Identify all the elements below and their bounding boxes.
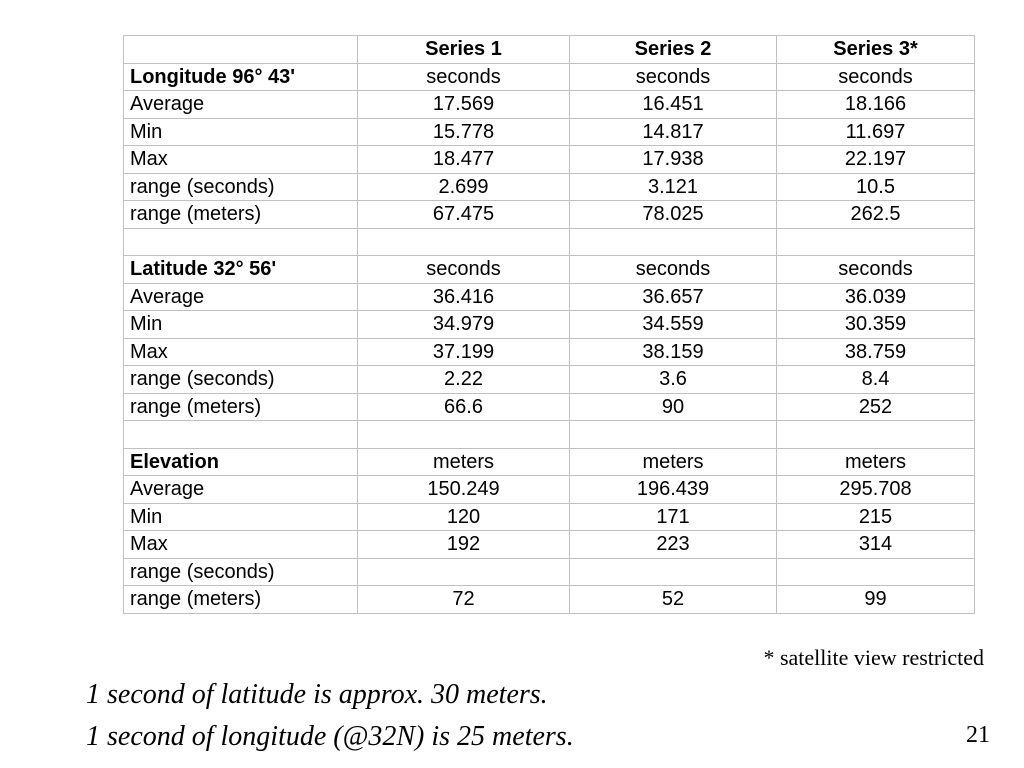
value-cell: 78.025 — [570, 201, 777, 229]
value-cell: 2.699 — [358, 173, 570, 201]
row-label-cell: Min — [124, 118, 358, 146]
coordinates-table — [123, 35, 975, 614]
row-label-cell: Average — [124, 91, 358, 119]
table-row — [124, 586, 975, 614]
table-row — [124, 173, 975, 201]
value-cell — [570, 421, 777, 449]
row-label-cell — [124, 228, 358, 256]
table-row — [124, 476, 975, 504]
value-cell: 16.451 — [570, 91, 777, 119]
value-cell: 120 — [358, 503, 570, 531]
row-label-cell: Longitude 96° 43' — [124, 63, 358, 91]
row-label-cell: range (meters) — [124, 201, 358, 229]
header-cell-series-1: Series 1 — [358, 36, 570, 64]
value-cell: 192 — [358, 531, 570, 559]
header-cell-series-3: Series 3* — [777, 36, 975, 64]
row-label-cell: Max — [124, 531, 358, 559]
table-row — [124, 118, 975, 146]
table-row — [124, 201, 975, 229]
table-row — [124, 503, 975, 531]
value-cell — [358, 558, 570, 586]
table-row — [124, 283, 975, 311]
value-cell: seconds — [570, 63, 777, 91]
row-label-cell: Max — [124, 338, 358, 366]
table-row — [124, 366, 975, 394]
value-cell: 90 — [570, 393, 777, 421]
row-label-cell: Average — [124, 283, 358, 311]
value-cell: 17.938 — [570, 146, 777, 174]
value-cell: 3.6 — [570, 366, 777, 394]
value-cell: 14.817 — [570, 118, 777, 146]
value-cell: 37.199 — [358, 338, 570, 366]
value-cell: seconds — [358, 63, 570, 91]
value-cell: 223 — [570, 531, 777, 559]
table-header-row — [124, 36, 975, 64]
value-cell: 3.121 — [570, 173, 777, 201]
value-cell: 2.22 — [358, 366, 570, 394]
value-cell: meters — [570, 448, 777, 476]
value-cell: 52 — [570, 586, 777, 614]
value-cell — [358, 421, 570, 449]
value-cell: 18.166 — [777, 91, 975, 119]
value-cell: 295.708 — [777, 476, 975, 504]
row-label-cell: range (meters) — [124, 586, 358, 614]
value-cell: 36.039 — [777, 283, 975, 311]
value-cell — [777, 228, 975, 256]
value-cell: seconds — [570, 256, 777, 284]
header-cell-series-2: Series 2 — [570, 36, 777, 64]
value-cell: 171 — [570, 503, 777, 531]
row-label-cell: range (seconds) — [124, 558, 358, 586]
value-cell — [570, 558, 777, 586]
value-cell: 262.5 — [777, 201, 975, 229]
notes — [86, 674, 574, 758]
row-label-cell — [124, 421, 358, 449]
note-latitude: 1 second of latitude is approx. 30 meters. — [86, 679, 548, 710]
table-section-row — [124, 63, 975, 91]
table-spacer-row — [124, 421, 975, 449]
row-label-cell: Min — [124, 503, 358, 531]
value-cell: 215 — [777, 503, 975, 531]
value-cell: seconds — [777, 256, 975, 284]
value-cell: 38.759 — [777, 338, 975, 366]
table-row — [124, 531, 975, 559]
value-cell: 10.5 — [777, 173, 975, 201]
value-cell: 34.559 — [570, 311, 777, 339]
row-label-cell: Min — [124, 311, 358, 339]
table-spacer-row — [124, 228, 975, 256]
page-number: 21 — [966, 722, 990, 748]
value-cell — [570, 228, 777, 256]
value-cell: 22.197 — [777, 146, 975, 174]
value-cell: 150.249 — [358, 476, 570, 504]
value-cell: 72 — [358, 586, 570, 614]
value-cell: 34.979 — [358, 311, 570, 339]
value-cell — [358, 228, 570, 256]
table-row — [124, 311, 975, 339]
value-cell: meters — [777, 448, 975, 476]
value-cell: 36.657 — [570, 283, 777, 311]
value-cell: 38.159 — [570, 338, 777, 366]
row-label-cell: Latitude 32° 56' — [124, 256, 358, 284]
table-section-row — [124, 256, 975, 284]
value-cell: 17.569 — [358, 91, 570, 119]
table-section-row — [124, 448, 975, 476]
value-cell: seconds — [777, 63, 975, 91]
table-row — [124, 393, 975, 421]
value-cell: seconds — [358, 256, 570, 284]
value-cell: 66.6 — [358, 393, 570, 421]
table-row — [124, 338, 975, 366]
table-row — [124, 146, 975, 174]
row-label-cell: range (seconds) — [124, 366, 358, 394]
value-cell: 99 — [777, 586, 975, 614]
row-label-cell: Average — [124, 476, 358, 504]
value-cell — [777, 558, 975, 586]
value-cell: 36.416 — [358, 283, 570, 311]
value-cell — [777, 421, 975, 449]
value-cell: 8.4 — [777, 366, 975, 394]
row-label-cell: Elevation — [124, 448, 358, 476]
row-label-cell: range (seconds) — [124, 173, 358, 201]
value-cell: 18.477 — [358, 146, 570, 174]
table-row — [124, 558, 975, 586]
footnote: * satellite view restricted — [763, 645, 984, 670]
note-longitude: 1 second of longitude (@32N) is 25 meters. — [86, 721, 574, 752]
row-label-cell: Max — [124, 146, 358, 174]
header-cell-corner — [124, 36, 358, 64]
value-cell: 67.475 — [358, 201, 570, 229]
value-cell: 15.778 — [358, 118, 570, 146]
value-cell: meters — [358, 448, 570, 476]
value-cell: 30.359 — [777, 311, 975, 339]
value-cell: 11.697 — [777, 118, 975, 146]
table-row — [124, 91, 975, 119]
row-label-cell: range (meters) — [124, 393, 358, 421]
value-cell: 314 — [777, 531, 975, 559]
value-cell: 196.439 — [570, 476, 777, 504]
value-cell: 252 — [777, 393, 975, 421]
